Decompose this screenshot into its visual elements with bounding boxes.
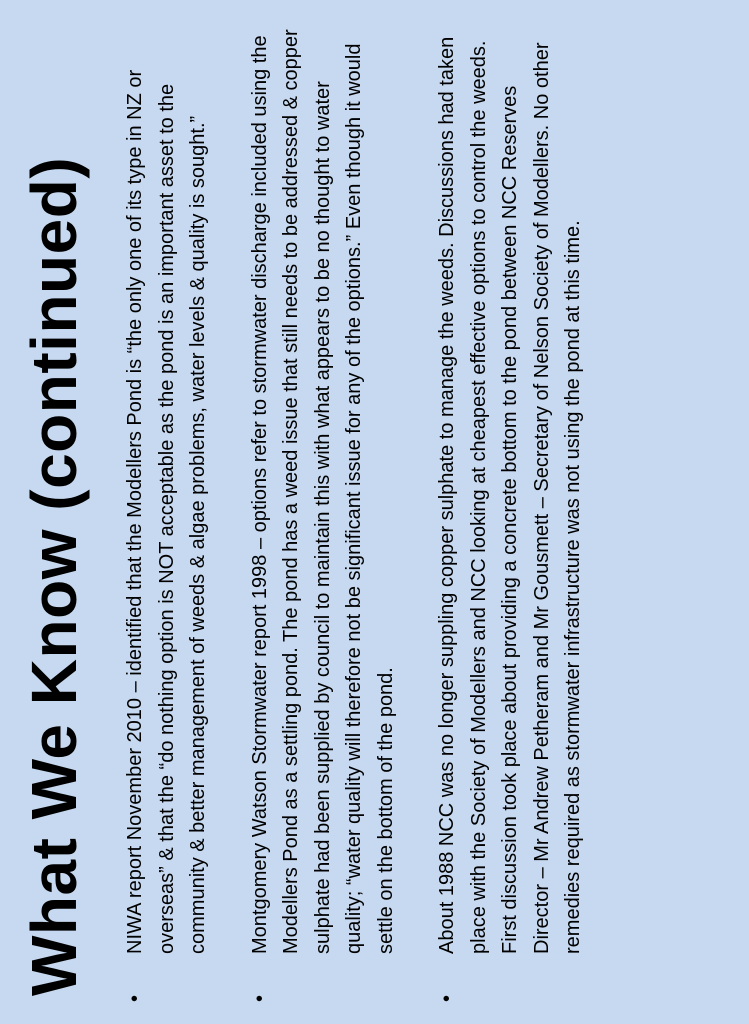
slide-title: What We Know (continued)	[18, 156, 90, 996]
bullet-montgomery-watson-report: • Montgomery Watson Stormwater report 1998 – options refer to stormwater discharge included using the Modellers Pond as a settling pond. The pond has a weed issue that still needs to be addressed & copper sulphate had been supplied by council to maintain this with what appears to be no thought to water quality; “water quality will therefore not be significant issue for any of the options.” Even though it would settle on the bottom of the pond.	[245, 24, 403, 954]
bullet-niwa-report: • NIWA report November 2010 – identified that the Modellers Pond is “the only one of its type in NZ or overseas” & that the “do nothing option is NOT acceptable as the pond is an important asset to the community & better management of weeds & algae problems, water levels & quality is sought.”	[120, 24, 215, 954]
bullet-ncc-copper-sulphate: • About 1988 NCC was no longer suppling copper sulphate to manage the weeds. Discussions had taken place with the Society of Modellers and NCC looking at cheapest effective options to control the weeds. First discussion took place about providing a concrete bottom to the pond between NCC Reserves Director – Mr Andrew Petheram and Mr Gousmett – Secretary of Nelson Society of Modellers. No other remedies required as stormwater infrastructure was not using the pond at this time.	[432, 24, 590, 954]
bullet-list	[120, 24, 620, 954]
